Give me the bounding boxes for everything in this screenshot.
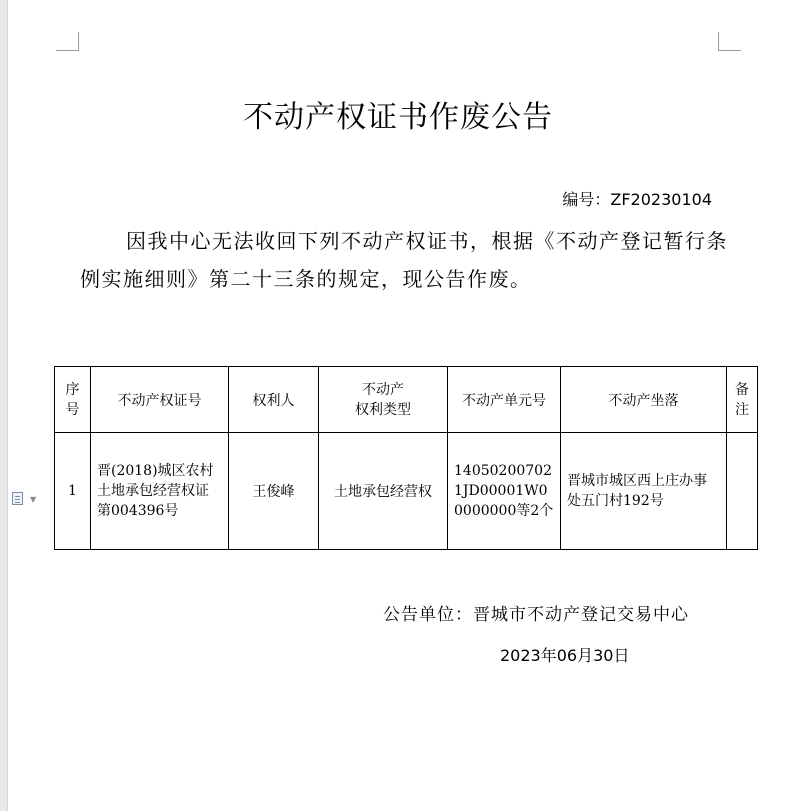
announcement-date: 2023年06月30日 [500, 646, 630, 665]
header-remark [727, 367, 758, 433]
row-right-type: 土地承包经营权 [319, 433, 448, 550]
row-location: 晋城市城区西上庄办事处五门村192号 [561, 433, 727, 550]
table-row [55, 433, 758, 550]
table-header-row [55, 367, 758, 433]
header-holder: 权利人 [229, 367, 319, 433]
document-number: 编号：ZF20230104 [562, 190, 712, 209]
announcement-body: 因我中心无法收回下列不动产权证书，根据《不动产登记暂行条例实施细则》第二十三条的规定，现公告作废。 [80, 229, 728, 291]
voided-certificates-table [54, 366, 758, 550]
header-unit-no: 不动产单元号 [448, 367, 561, 433]
row-cert-no: 晋(2018)城区农村土地承包经营权证第004396号 [91, 433, 229, 550]
header-cert-no: 不动产权证号 [91, 367, 229, 433]
row-remark [727, 433, 758, 550]
header-seq-label: 序号 [65, 381, 80, 418]
row-unit-no: 140502007021JD00001W00000000等2个 [448, 433, 561, 550]
header-location: 不动产坐落 [561, 367, 727, 433]
document-title: 不动产权证书作废公告 [243, 100, 553, 135]
document-icon[interactable] [12, 492, 23, 505]
header-right-type [319, 367, 448, 433]
header-right-type-line1: 不动产 [362, 381, 404, 398]
row-holder: 王俊峰 [229, 433, 319, 550]
announcing-unit: 公告单位：晋城市不动产登记交易中心 [383, 605, 689, 625]
header-right-type-line2: 权利类型 [355, 401, 411, 418]
header-remark-label: 备注 [735, 381, 749, 418]
page-corner-mark-top-left [56, 32, 79, 51]
row-seq: 1 [55, 433, 91, 550]
page-corner-mark-top-right [718, 32, 741, 51]
header-seq [55, 367, 91, 433]
chevron-down-icon[interactable]: ▼ [30, 495, 37, 504]
